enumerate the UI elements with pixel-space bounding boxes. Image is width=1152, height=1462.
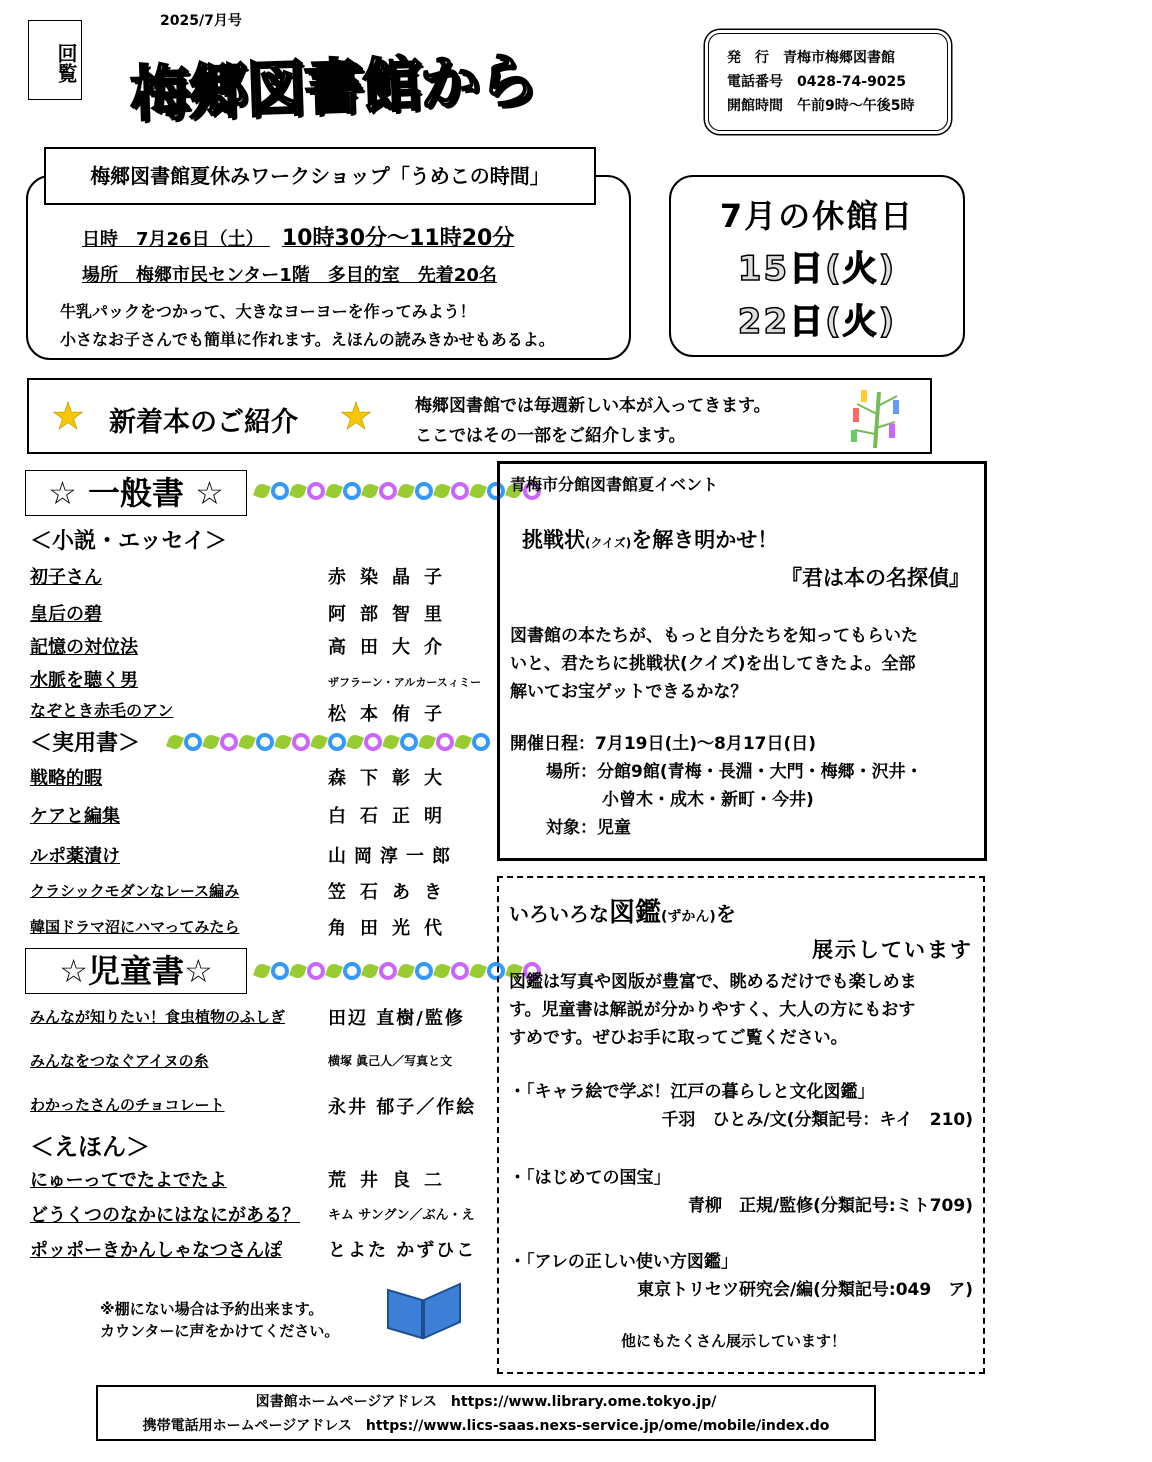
zukan-item-author: 青柳 正規/監修(分類記号:ミト709) bbox=[687, 1196, 973, 1216]
footer-links bbox=[96, 1385, 876, 1441]
book-author: ザフラーン・アルカースィミー bbox=[328, 676, 482, 689]
book-author: 永井 郁子／作絵 bbox=[328, 1097, 477, 1118]
reservation-note bbox=[100, 1298, 339, 1342]
book-author: 松本侑子 bbox=[328, 704, 456, 725]
reservation-note-2: カウンターに声をかけてください。 bbox=[100, 1322, 340, 1340]
new-books-text-2: ここではその一部をご紹介します。 bbox=[415, 426, 686, 446]
book-author: 横塚 眞己人／写真と文 bbox=[328, 1054, 453, 1068]
event-title-main: 挑戦状 bbox=[522, 528, 585, 552]
book-author: 荒井良二 bbox=[328, 1170, 456, 1191]
zukan-title-b: を bbox=[715, 902, 736, 926]
book-title: にゅーってでたよでたよ bbox=[30, 1170, 227, 1191]
event-place-2: 小曾木・成木・新町・今井) bbox=[602, 790, 814, 810]
book-author: 山岡淳一郎 bbox=[328, 846, 458, 867]
workshop-place: 場所 梅郷市民センター1階 多目的室 先着20名 bbox=[82, 265, 497, 286]
workshop-title: 梅郷図書館夏休みワークショップ「うめこの時間」 bbox=[44, 147, 596, 205]
book-author: 赤染晶子 bbox=[328, 567, 456, 588]
event-place-1: 場所：分館9館(青梅・長淵・大門・梅郷・沢井・ bbox=[546, 762, 923, 782]
book-title: 水脈を聴く男 bbox=[30, 670, 138, 691]
book-title: 初子さん bbox=[30, 567, 102, 588]
tanabata-bamboo-icon bbox=[845, 384, 905, 450]
publisher: 発 行 青梅市梅郷図書館 bbox=[727, 50, 895, 66]
practical-heading: ＜実用書＞ bbox=[30, 731, 141, 756]
homepage-address[interactable]: 図書館ホームページアドレス https://www.library.ome.tokyo.jp/ bbox=[255, 1394, 717, 1410]
phone-number: 電話番号 0428-74-9025 bbox=[727, 74, 907, 90]
book-title: 記憶の対位法 bbox=[30, 637, 138, 658]
zukan-exhibit-box bbox=[497, 876, 985, 1374]
book-author: とよた かずひこ bbox=[328, 1240, 477, 1261]
mobile-homepage-address[interactable]: 携帯電話用ホームページアドレス https://www.lics-saas.nexs-service.jp/ome/mobile/index.do bbox=[142, 1418, 830, 1434]
event-title bbox=[522, 524, 778, 554]
book-title: ポッポーきかんしゃなつさんぽ bbox=[30, 1240, 282, 1261]
workshop-desc-1: 牛乳パックをつかって、大きなヨーヨーを作ってみよう！ bbox=[60, 302, 476, 321]
zukan-item-title: ・「キャラ絵で学ぶ！江戸の暮らしと文化図鑑」 bbox=[509, 1082, 875, 1102]
book-title: みんなが知りたい！食虫植物のふしぎ bbox=[30, 1008, 286, 1026]
event-desc-1: 図書館の本たちが、もっと自分たちを知ってもらいた bbox=[510, 626, 918, 646]
new-books-banner bbox=[27, 378, 932, 454]
zukan-desc-2: す。児童書は解説が分かりやすく、大人の方にもおす bbox=[509, 1000, 916, 1020]
book-title: 韓国ドラマ沼にハマってみたら bbox=[30, 918, 240, 936]
event-target: 対象：児童 bbox=[546, 818, 631, 838]
workshop-desc-2: 小さなお子さんでも簡単に作れます。えほんの読みきかせもあるよ。 bbox=[60, 330, 555, 349]
zukan-more: 他にもたくさん展示しています！ bbox=[621, 1332, 847, 1350]
closed-day-2: 22日(火) bbox=[737, 302, 897, 342]
zukan-item-title: ・「はじめての国宝」 bbox=[509, 1168, 671, 1188]
newsletter-title: 梅郷図書館から bbox=[129, 45, 538, 131]
event-title-rest: を解き明かせ！ bbox=[631, 528, 779, 552]
workshop-date-label: 日時 7月26日（土） bbox=[82, 229, 264, 250]
flower-garland-decoration bbox=[168, 733, 490, 751]
closed-days-title: 7月の休館日 bbox=[719, 197, 915, 235]
open-book-icon bbox=[384, 1276, 464, 1340]
new-books-heading: 新着本のご紹介 bbox=[109, 407, 298, 438]
event-organizer: 青梅市分館図書館夏イベント bbox=[510, 475, 719, 494]
opening-hours: 開館時間 午前9時～午後5時 bbox=[727, 98, 915, 114]
book-title: 戦略的暇 bbox=[30, 768, 102, 789]
zukan-subtitle: 展示しています bbox=[812, 938, 973, 962]
issue-number: 2025/7月号 bbox=[160, 13, 242, 29]
zukan-title bbox=[509, 892, 736, 929]
circulation-mark: 回覧 bbox=[28, 20, 82, 100]
book-title: 皇后の碧 bbox=[30, 604, 102, 625]
novel-heading: ＜小説・エッセイ＞ bbox=[30, 529, 227, 554]
event-dates: 開催日程：7月19日(土)～8月17日(日) bbox=[510, 734, 817, 754]
zukan-desc-1: 図鑑は写真や図版が豊富で、眺めるだけでも楽しめま bbox=[509, 972, 917, 992]
zukan-item-author: 千羽 ひとみ/文(分類記号：キイ 210) bbox=[661, 1110, 973, 1130]
book-title: みんなをつなぐアイヌの糸 bbox=[30, 1052, 209, 1070]
publisher-box bbox=[708, 33, 948, 131]
book-author: 白石正明 bbox=[328, 806, 456, 827]
workshop-date bbox=[82, 221, 514, 252]
zukan-title-a: いろいろな bbox=[509, 902, 609, 926]
general-books-heading-box bbox=[25, 470, 247, 516]
book-author: キム サングン／ぶん・え bbox=[328, 1208, 475, 1223]
book-title: ルポ薬漬け bbox=[30, 846, 120, 867]
closed-day-1: 15日(火) bbox=[737, 249, 897, 289]
book-title: ケアと編集 bbox=[30, 806, 120, 827]
book-title: クラシックモダンなレース編み bbox=[30, 882, 240, 900]
star-icon: ★ bbox=[51, 394, 86, 438]
workshop-time: 10時30分～11時20分 bbox=[281, 226, 515, 251]
zukan-desc-3: すめです。ぜひお手に取ってご覧ください。 bbox=[509, 1028, 848, 1048]
book-title: なぞとき赤毛のアン bbox=[30, 701, 174, 720]
star-icon: ★ bbox=[339, 394, 374, 438]
zukan-title-ruby: (ずかん) bbox=[661, 909, 716, 925]
event-desc-3: 解いてお宝ゲットできるかな？ bbox=[510, 682, 748, 702]
book-author: 角田光代 bbox=[328, 918, 456, 939]
book-title: どうくつのなかにはなにがある？ bbox=[30, 1205, 300, 1226]
book-author: 高田大介 bbox=[328, 637, 456, 658]
general-books-heading: ☆ 一般書 ☆ bbox=[48, 474, 224, 512]
book-author: 阿部智里 bbox=[328, 604, 456, 625]
book-title: わかったさんのチョコレート bbox=[30, 1096, 225, 1114]
book-author: 田辺 直樹/監修 bbox=[328, 1008, 465, 1029]
ehon-heading: ＜えほん＞ bbox=[30, 1133, 150, 1161]
closed-days-box bbox=[669, 175, 965, 357]
children-books-heading-box bbox=[25, 948, 247, 994]
zukan-item-title: ・「アレの正しい使い方図鑑」 bbox=[509, 1252, 738, 1272]
children-books-heading: ☆児童書☆ bbox=[59, 952, 213, 990]
reservation-note-1: ※棚にない場合は予約出来ます。 bbox=[100, 1300, 324, 1318]
new-books-text-1: 梅郷図書館では毎週新しい本が入ってきます。 bbox=[415, 396, 771, 416]
quiz-event-box bbox=[497, 461, 987, 861]
zukan-item-author: 東京トリセツ研究会/編(分類記号:049 ア) bbox=[637, 1280, 973, 1300]
zukan-title-big: 図鑑 bbox=[609, 898, 662, 928]
event-subtitle: 『君は本の名探偵』 bbox=[781, 566, 970, 590]
event-title-ruby: (クイズ) bbox=[585, 536, 632, 550]
book-author: 笠石あき bbox=[328, 882, 456, 903]
event-desc-2: いと、君たちに挑戦状(クイズ)を出してきたよ。全部 bbox=[510, 654, 916, 674]
book-author: 森下彰大 bbox=[328, 768, 456, 789]
